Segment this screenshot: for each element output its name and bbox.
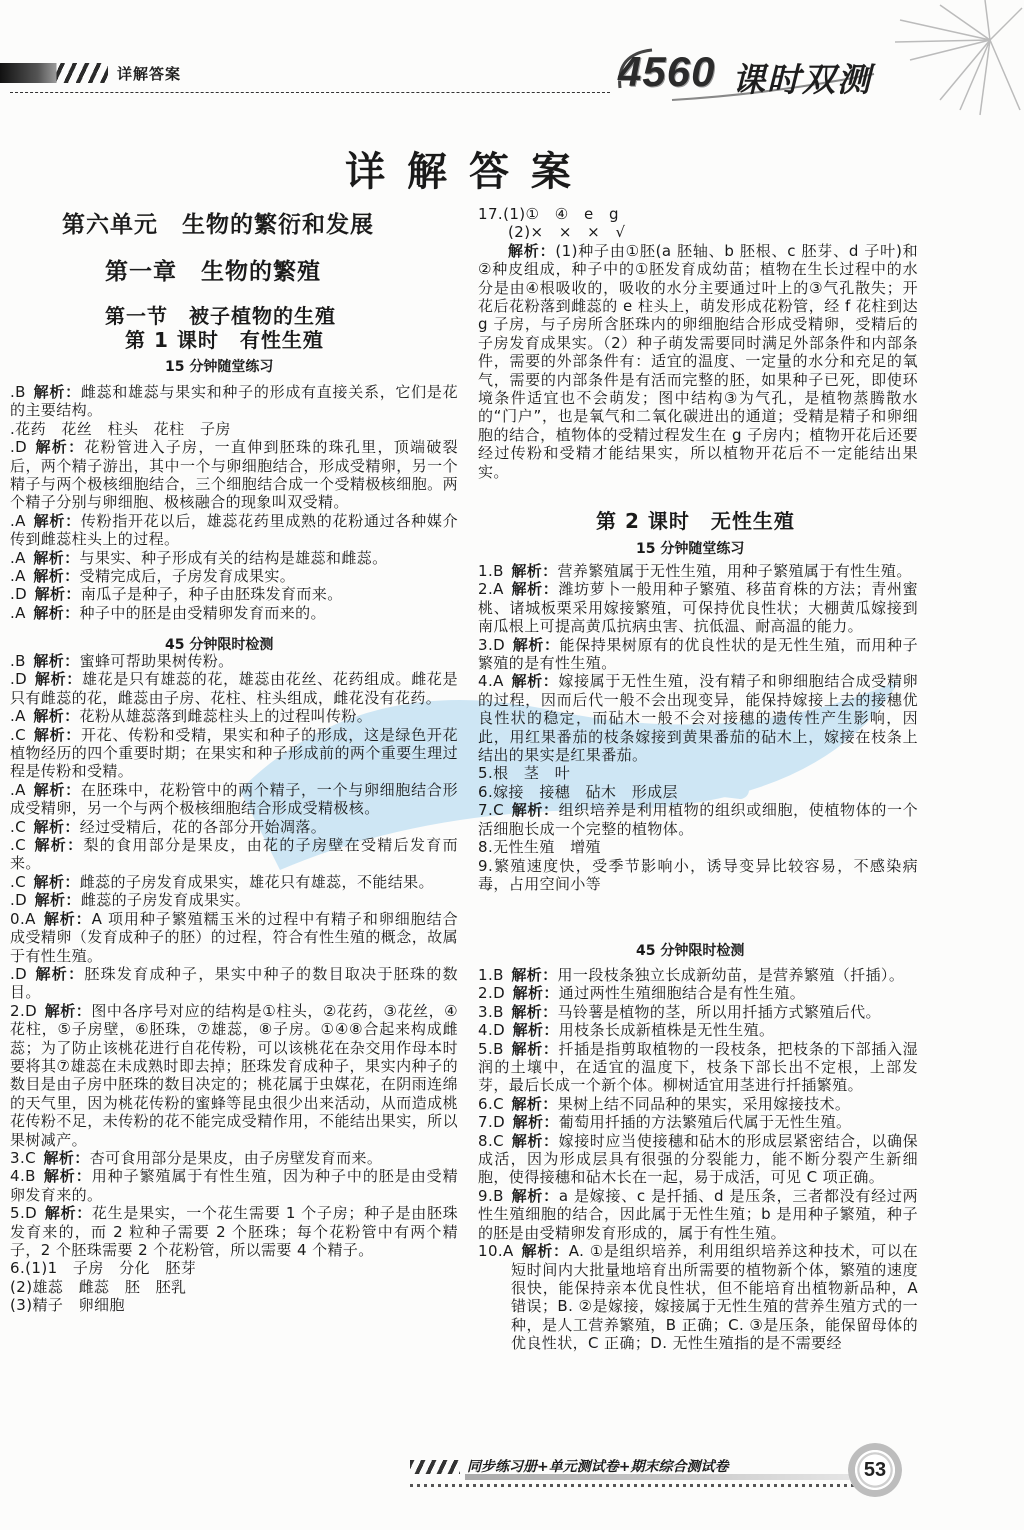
analysis-label: 解析： [512,984,559,1003]
answer-item [10,585,458,603]
analysis-label: 解析： [34,438,85,457]
analysis-label: 解析： [43,1148,90,1167]
answer-text: (1)1 子房 分化 胚芽 [25,1259,197,1278]
answer-number: 4.A [478,672,504,691]
analysis-label: 解析： [511,672,559,691]
analysis-label: 解析： [33,872,80,891]
answer-number: .A [10,780,26,799]
analysis-label: 解析： [33,707,80,726]
answer-item [478,636,918,673]
answer-item [478,1003,918,1021]
answer-item [10,420,458,438]
answer-number: .C [10,872,27,891]
analysis-label: 解析： [33,548,80,567]
answer-item [10,383,458,420]
answer-text: 果树上结不同品种的果实，采用嫁接技术。 [557,1094,851,1113]
analysis-label: 解析： [521,1242,569,1261]
answer-text: 图中各序号对应的结构是①柱头，②花药，③花丝，④花柱，⑤子房壁，⑥胚珠，⑦雄蕊，⑧子房。①④⑧合起来构成雌蕊；为了防止该桃花进行自花传粉，可以该桃花在杂交用作母本时要将其⑦雄蕊在未成熟时即去掉；胚珠发育成种子，果实内种子的数目是由子房中胚珠的数目决定的；桃花属于虫媒花，在阴雨连绵的天气里，因为桃花传粉的蜜蜂等昆虫很少出来活动，从而造成桃花传粉不足，未传粉的花不能完成受精作用，不能结出果实，所以果树减产。 [10,1001,458,1149]
lesson-2-heading: 第 2 课时 无性生殖 [596,509,795,533]
answer-number: .D [10,585,28,604]
answer-number: .C [10,725,27,744]
answer-number: 6.C [478,1094,504,1113]
answer-text: 葡萄用扦插的方法繁殖后代属于无性生殖。 [558,1113,852,1132]
answer-item [478,672,918,764]
analysis-label: 解析： [33,817,80,836]
answer-item [478,966,918,984]
analysis-label: 解析： [44,1204,92,1223]
header-divider [10,92,610,93]
answer-item [478,1132,918,1187]
answer-number: 7.D [478,1113,506,1132]
right-practice-heading: 15 分钟随堂练习 [636,541,745,557]
analysis-label: 解析： [511,1186,559,1205]
section-heading: 第一节 被子植物的生殖 [105,304,336,328]
answer-item [478,1242,918,1352]
answer-item [10,438,458,512]
answer-item [478,764,918,782]
answer-number: .C [10,836,27,855]
answer-item [10,873,458,891]
question-17-answer [478,205,918,481]
answer-number: .D [10,438,28,457]
answer-text: (1)种子由①胚(a 胚轴、b 胚根、c 胚芽、d 子叶)和②种皮组成，种子中的①胚发育成幼苗；植物在生长过程中的水分是由④根吸收的，吸收的水分主要通过叶上的③气孔散失；开花后花粉落到雌蕊的 e 柱头上，萌发形成花粉管，经 f 花柱到达 g 子房，与子房所含胚珠内的卵细胞结合形成受精卵，受精后的子房发育成果实。（2）种子萌发需要同时满足外部条件和内部条件，需要的外部条件有：适宜的温度、一定量的水分和充足的氧气，需要的内部条件是有活而完整的胚，如果种子已死，即使环境条件适宜也不会萌发；图中结构③为气孔，是植物蒸腾散水的“门户”，也是氧气和二氧化碳进出的通道；受精是精子和卵细胞的结合，植物体的受精过程发生在 g 子房内；植物开花后还要经过传粉和受精才能结果实，所以植物开花后不一定能结出果实。 [478,241,918,481]
page-title: 详 解 答 案 [345,149,575,195]
answer-number: 3.D [478,635,506,654]
analysis-label: 解析： [33,567,80,586]
answer-text: 梨的食用部分是果皮，由花的子房壁在受精后发育而来。 [10,836,459,873]
answer-number: 6. [10,1259,26,1278]
answer-number: 2.D [478,984,506,1003]
analysis-label: 解析： [33,383,81,401]
answer-text: 花粉管进入子房，一直伸到胚珠的珠孔里，顶端破裂后，两个精子游出，其中一个与卵细胞结合，形成受精卵，另一个精子与两个极核细胞结合，三个细胞结合成一个受精极核细胞。两个精子分别与卵细胞、极核融合的现象叫双受精。 [10,438,458,512]
answer-text: A 项用种子繁殖糯玉米的过程中有精子和卵细胞结合成受精卵（发育成种子的胚）的过程，符合有性生殖的概念，故属于有性生殖。 [10,909,458,965]
answer-number: 3.C [10,1148,36,1167]
answer-item [10,1259,458,1277]
analysis-label: 解析： [512,635,560,654]
answer-number: .C [10,817,27,836]
header-section-label: 详解答案 [117,65,182,83]
answer-text: 马铃薯是植物的茎，所以用扦插方式繁殖后代。 [557,1002,881,1021]
answer-number: 10.A [478,1242,514,1261]
analysis-label: 解析： [33,725,82,744]
answer-item [478,984,918,1002]
answer-number: 4.B [10,1167,36,1186]
footer-dotted-rule [410,1484,860,1487]
footer-series-title: 同步练习册+单元测试卷+期末综合测试卷 [467,1459,729,1475]
analysis-label: 解析： [33,511,81,530]
answer-text: 根 茎 叶 [493,764,571,783]
answer-item [10,1149,458,1167]
answer-number: 8.C [478,1131,504,1150]
answer-number: 7.C [478,801,504,820]
answer-item [478,1113,918,1131]
answer-text: A. ①是组织培养，利用组织培养这种技术，可以在短时间内大批量地培育出所需要的植物新个体，繁殖的速度很快，能保持亲本优良性状，但不能培育出植物新品种，A 错误；B. ②是嫁接，嫁接属于无性生殖的营养生殖方式的一种，是人工营养繁殖，B 正确；C. ③是压条，能保留母体的优良性状，C 正确；D. 无性生殖指的是不需要经 [511,1242,918,1353]
answer-number: 2.A [478,580,504,599]
answer-number: .D [10,891,28,910]
answer-item [478,205,918,223]
answer-number: 6. [478,782,494,801]
answer-text: 用一段枝条独立长成新幼苗，是营养繁殖（扦插）。 [557,966,905,984]
analysis-label: 解析： [511,562,558,580]
answer-text: 花粉从雄蕊落到雌蕊柱头上的过程叫传粉。 [79,707,373,726]
answer-item [10,549,458,567]
analysis-label: 解析： [511,1039,559,1058]
answer-text: 传粉指开花以后，雄蕊花药里成熟的花粉通过各种媒介传到雌蕊柱头上的过程。 [10,511,458,549]
analysis-label: 解析： [34,891,81,910]
answer-text: 开花、传粉和受精，果实和种子的形成，这是绿色开花植物经历的四个重要时期；在果实和种子形成前的两个重要生理过程是传粉和受精。 [10,725,458,781]
answer-item [10,567,458,585]
answer-number: .A [10,548,26,567]
answer-text: 嫁接时应当使接穗和砧木的形成层紧密结合，以确保成活，因为形成层具有很强的分裂能力，能不断分裂产生新细胞，使得接穗和砧木长在一起，易于成活，可见 C 项正确。 [478,1131,918,1187]
answer-number: 0.A [10,909,36,928]
answer-item [10,726,458,781]
brand-number: 4560 [618,48,716,95]
answer-text: 蜜蜂可帮助果树传粉。 [79,652,234,670]
answer-item [10,1002,458,1149]
answer-text: 雄花是只有雄蕊的花，雄蕊由花丝、花药组成。雌花是只有雌蕊的花，雌蕊由子房、花柱、柱头组成，雌花没有花药。 [10,670,458,707]
answer-number: .D [10,964,28,983]
analysis-label: 解析： [511,580,559,599]
answer-item [10,891,458,909]
answer-text: a 是嫁接、c 是扦插、d 是压条，三者都没有经过两性生殖细胞的结合，因此属于无性生殖；b 是用种子繁殖，种子的胚是由受精卵发育形成的，属于有性生殖。 [478,1186,918,1242]
answer-item [10,781,458,818]
answer-text: 通过两性生殖细胞结合是有性生殖。 [558,984,806,1003]
answer-text: 雌蕊的子房发育成果实。 [80,891,251,910]
answer-text: 潍坊萝卜一般用种子繁殖、移苗育株的方法；青州蜜桃、诸城板栗采用嫁接繁殖，可保持优良性状；大棚黄瓜嫁接到南瓜根上可提高黄瓜抗病虫害、抗低温、耐高温的能力。 [478,580,918,636]
answer-number: 5. [478,764,494,783]
answer-number: 1.B [478,562,504,580]
answer-item [10,965,458,1002]
analysis-label: 解析： [33,652,80,670]
answer-number: .A [10,567,26,586]
answer-item [10,707,458,725]
answer-number: 5.B [478,1039,504,1058]
answer-number: 1.B [478,966,504,984]
left-practice-heading: 15 分钟随堂练习 [165,359,274,375]
analysis-label: 解析： [33,836,84,855]
answer-text: (2)× × × √ [508,223,626,242]
lesson-1-heading: 第 1 课时 有性生殖 [125,328,324,352]
answer-number: 2.D [10,1001,38,1020]
answer-number: .D [10,670,28,689]
answer-number: 8. [478,838,494,857]
answer-text: 用枝条长成新植株是无性生殖。 [558,1021,775,1040]
answer-item [478,857,918,894]
answer-number: 17. [478,205,504,223]
answer-item [10,1167,458,1204]
answer-item [10,836,458,873]
answer-item [478,1040,918,1095]
page-number: 53 [863,1458,887,1481]
analysis-label: 解析： [511,1094,558,1113]
answer-number: .A [10,603,26,622]
right-test-answers [478,966,918,1353]
answer-item [478,801,918,838]
left-practice-answers [10,383,458,622]
answer-number: .A [10,707,26,726]
answer-item [478,1187,918,1242]
answer-item [10,512,458,549]
footer-stripes [410,1460,460,1474]
answer-text: 在胚珠中，花粉管中的两个精子，一个与卵细胞结合形成受精卵，另一个与两个极核细胞结合形成受精极核。 [10,780,458,818]
analysis-label: 解析： [34,964,85,983]
analysis-label: 解析： [43,909,92,928]
answer-text: 营养繁殖属于无性生殖，用种子繁殖属于有性生殖。 [557,562,912,580]
answer-item [10,910,458,965]
answer-item [478,580,918,635]
answer-text: 胚珠发育成种子，果实中种子的数目取决于胚珠的数目。 [10,964,458,1002]
analysis-label: 解析： [512,1113,559,1132]
answer-text: 繁殖速度快，受季节影响小，诱导变异比较容易，不感染病毒，占用空间小等 [478,856,918,893]
left-test-answers [10,652,458,1315]
header-stripes [0,63,108,83]
answer-text: 嫁接属于无性生殖，没有精子和卵细胞结合成受精卵的过程，因而后代一般不会出现变异，能保持嫁接上去的接穗优良性状的稳定，而砧木一般不会对接穗的遗传性产生影响，因此，用红果番茄的枝条嫁接到黄果番茄的砧木上，嫁接在枝条上结出的果实是红果番茄。 [478,672,918,765]
analysis-label: 解析： [33,780,81,799]
answer-number: 9.B [478,1186,504,1205]
analysis-label: 解析： [511,1131,559,1150]
answer-text: 南瓜子是种子，种子由胚珠发育而来。 [80,585,343,604]
answer-text: (1)① ④ e g [503,205,619,223]
answer-item [478,242,918,481]
left-test-heading: 45 分钟限时检测 [165,637,274,653]
answer-number: 5.D [10,1204,38,1223]
answer-item [10,652,458,670]
answer-item [478,223,918,241]
answer-number: 3.B [478,1002,504,1021]
analysis-label: 解析： [33,603,80,622]
analysis-label: 解析： [43,1167,92,1186]
answer-text: 经过受精后，花的各部分开始凋落。 [79,817,327,836]
answer-text: 杏可食用部分是果皮，由子房壁发育而来。 [89,1148,383,1167]
answer-number: .B [10,652,26,670]
answer-number: 9. [478,856,494,875]
analysis-label: 解析： [508,241,556,260]
answer-text: 雌蕊的子房发育成果实，雄花只有雄蕊，不能结果。 [79,872,434,891]
answer-item [10,1204,458,1259]
answer-item [10,1278,458,1296]
analysis-label: 解析： [511,801,559,820]
analysis-label: 解析： [511,966,558,984]
answer-item [478,562,918,580]
right-practice-answers [478,562,918,893]
brand-name: 课时双测 [732,60,872,99]
starburst-icon [880,0,1024,120]
analysis-label: 解析： [44,1001,92,1020]
answer-text: 能保持果树原有的优良性状的是无性生殖，而用种子繁殖的是有性生殖。 [478,635,919,673]
answer-text: 组织培养是利用植物的组织或细胞，使植物体的一个活细胞长成一个完整的植物体。 [478,801,918,838]
answer-text: 花生是果实，一个花生需要 1 个子房；种子是由胚珠发育来的，而 2 粒种子需要 2 个胚珠；每个花粉管中有两个精子，2 个胚珠需要 2 个花粉管，所以需要 4 个精子。 [10,1204,459,1259]
right-test-heading: 45 分钟限时检测 [636,943,745,959]
answer-text: (3)精子 卵细胞 [10,1296,125,1315]
answer-number: 4.D [478,1021,506,1040]
chapter-heading: 第一章 生物的繁殖 [105,259,321,285]
answer-item [478,783,918,801]
answer-item [478,838,918,856]
answer-text: 与果实、种子形成有关的结构是雄蕊和雌蕊。 [79,548,388,567]
answer-item [10,818,458,836]
answer-item [478,1021,918,1039]
answer-text: 种子中的胚是由受精卵发育而来的。 [79,603,326,622]
page-number-badge [848,1443,902,1497]
analysis-label: 解析： [512,1021,559,1040]
answer-text: 用种子繁殖属于有性生殖，因为种子中的胚是由受精卵发育来的。 [10,1167,459,1204]
answer-text: 扦插是指剪取植物的一段枝条，把枝条的下部插入湿润的土壤中，在适宜的温度下，枝条下部长出不定根，上部发芽，最后长成一个新个体。柳树适宜用茎进行扦插繁殖。 [478,1039,919,1095]
analysis-label: 解析： [34,585,81,604]
answer-text: 受精完成后，子房发育成果实。 [79,567,296,586]
analysis-label: 解析： [34,670,82,689]
answer-text: 嫁接 接穗 砧木 形成层 [493,782,678,801]
answer-item [10,670,458,707]
unit-heading: 第六单元 生物的繁衍和发展 [62,212,374,238]
answer-item [10,604,458,622]
answer-text: 无性生殖 增殖 [493,838,601,857]
answer-text: (2)雄蕊 雌蕊 胚 胚乳 [10,1277,187,1296]
answer-number: . [10,419,16,438]
answer-item [10,1296,458,1314]
answer-number: .B [10,383,26,401]
answer-item [478,1095,918,1113]
analysis-label: 解析： [511,1002,558,1021]
answer-number: .A [10,511,26,530]
answer-text: 花药 花丝 柱头 花柱 子房 [15,419,231,438]
answer-text: 雌蕊和雄蕊与果实和种子的形成有直接关系，它们是花的主要结构。 [10,383,458,420]
